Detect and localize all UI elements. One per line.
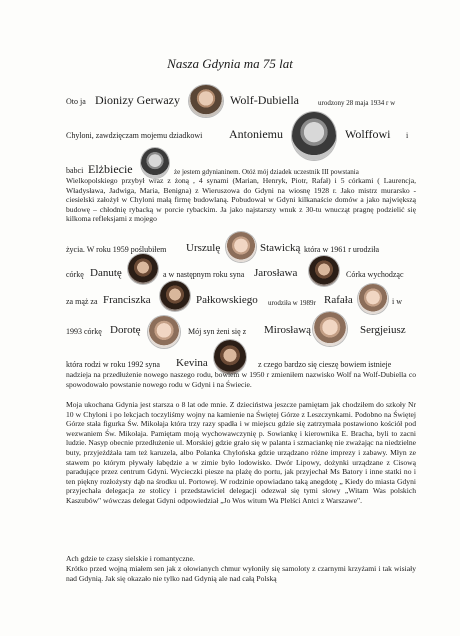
- line6-tail: i w: [392, 297, 402, 306]
- line6-name-palkowskiego: Pałkowskiego: [196, 294, 258, 306]
- line2-name-wolffowi: Wolffowi: [345, 127, 391, 141]
- line6-middle: urodziła w 1989r: [268, 299, 316, 307]
- line7-middle: Mój syn żeni się z: [188, 327, 247, 336]
- photo-elzbieta: [141, 148, 169, 178]
- line5-name-danute: Danutę: [90, 267, 122, 279]
- photo-antoni: [292, 112, 336, 160]
- photo-kevin: [214, 340, 246, 374]
- photo-danuta: [128, 254, 158, 284]
- paragraph-new-family-name: nadzieja na przedłużenie nowego naszego rodu, bowiem w 1950 r zmieniłem nazwisko Wolf na Wolf-Dubiella co spowodowało powstanie nowego rodu w Gdyni i na Świecie.: [66, 370, 416, 389]
- line7-name-dorote: Dorotę: [110, 324, 141, 336]
- line2-tail: i: [406, 131, 409, 140]
- paragraph-childhood-memories: Moja ukochana Gdynia jest starsza o 8 lat ode mnie. Z dzieciństwa jeszcze pamiętam jak chodziłem do szkoły Nr 10 w Chyloni i po lekcjach toczyliśmy wojny na kamienie na Świętej Górze z Leszczynkami. Podobno na Świętej Górze stała figurka Św. Mikołaja która trzy razy spadła i w miejscu gdzie się zatrzymała postawiono kościół pod wezwaniem Św. Mikołaja. Pamiętam moją wychowawczynię p. Sowiankę i kierownika E. Bracha, byli to zacni ludzie. Nasyp obecnie przedłużenie ul. Morskiej gdzie grało się w palanta i szmaciankę nie zważając na niedzielne buty, przyjeżdżała tam też karuzela, albo Polanka Chylońska gdzie urządzano różne imprezy i zabawy. Młyn ze stawem po którym pływały łabędzie a w zimie było lodowisko. Dwór Lipowy, dożynki urządzane z Cisową paradujące przez centrum Gdyni. Wycieczki piesze na plażę do portu, jak przyjechał Ms Batory i inne statki no i ten piękny rozłożysty dąb na środku ul. Portowej. W rodzinie opowiadano taką anegdotę „ Kiedy do miasta Gdyni przyjechała delegacja ze stolicy i przedstawiciel delegacji odezwał się tymi słowy „Witam Was polskich Kaszubów" wówczas delegat Gdyni odpowiedział „Jo Wos witum Wa Plelści Antci z Warszawe".: [66, 400, 416, 505]
- photo-jaroslaw: [309, 256, 339, 286]
- line7-intro: 1993 córkę: [66, 327, 102, 336]
- line1-name-dionizy: Dionizy Gerwazy: [95, 93, 180, 107]
- line3-tail: że jestem gdynianinem. Otóż mój dziadek uczestnik III powstania: [174, 168, 359, 176]
- line4-name-stawicka: Stawicką: [260, 242, 301, 254]
- line6-name-franciszka: Franciszka: [103, 294, 151, 306]
- line6-name-rafala: Rafała: [324, 294, 353, 306]
- paragraph-war-dream: Krótko przed wojną miałem sen jak z ołowianych chmur wyłoniły się samoloty z czarnymi krzyżami i tak wisiały nad Gdynią. Jak się okazało nie tylko nad Gdynią ale nad całą Polską: [66, 564, 416, 583]
- line8-tail: z czego bardzo się cieszę bowiem istnieje: [258, 360, 392, 369]
- line2-intro: Chyloni, zawdzięczam mojemu dziadkowi: [66, 131, 203, 140]
- line8-name-kevina: Kevina: [176, 357, 208, 369]
- line5-name-jaroslawa: Jarosława: [254, 267, 298, 279]
- photo-urszula: [226, 232, 256, 262]
- line3-name-elzbiecie: Elżbiecie: [88, 162, 133, 176]
- photo-miroslawa: [313, 312, 347, 346]
- paragraph-nostalgia: Ach gdzie te czasy sielskie i romantyczne.: [66, 554, 195, 563]
- line1-tail: urodzony 28 maja 1934 r w: [318, 99, 396, 107]
- line8-intro: która rodzi w roku 1992 syna: [66, 360, 160, 369]
- line4-intro: życia. W roku 1959 poślubiłem: [66, 245, 167, 254]
- paragraph-family-history: Wielkopolskiego przybył wraz z żoną , 4 synami (Marian, Henryk, Piotr, Rafał) i 5 córkami ( Laurencja, Władysława, Jadwiga, Maria, Benigna) z Wieruszowa do Gdyni na wiosnę 1928 r. Jako mistrz murarsko - ciesielski założył w Chyloni małą firmę budowlaną. Pobudował w Gdyni kilkanaście domów a jako największą budowę – chłodnię rybacką w porcie rybackim. Ja jako najstarszy wnuk z 30-tu wnucząt pragnę podzielić się kilkoma refleksjami z mojego: [66, 176, 416, 224]
- photo-franciszek: [160, 281, 190, 311]
- line1-intro: Oto ja: [66, 97, 86, 106]
- line6-intro: za mąż za: [66, 297, 98, 306]
- photo-rafal: [358, 284, 388, 314]
- line2-name-antoniemu: Antoniemu: [229, 127, 283, 141]
- document-title: Nasza Gdynia ma 75 lat: [167, 56, 293, 71]
- photo-dionizy: [189, 85, 223, 117]
- line7-name-miroslawa: Mirosławą: [264, 324, 312, 336]
- line5-intro: córkę: [66, 270, 84, 279]
- photo-dorota: [148, 316, 180, 348]
- line3-intro: babci: [66, 166, 84, 175]
- line7-name-sergjeiusz: Sergjeiusz: [360, 324, 406, 336]
- line1-name-wolf-dubiella: Wolf-Dubiella: [230, 93, 300, 107]
- line4-name-urszule: Urszulę: [186, 242, 221, 254]
- line5-tail: Córka wychodząc: [346, 270, 404, 279]
- line5-middle: a w następnym roku syna: [163, 270, 245, 279]
- line4-tail: która w 1961 r urodziła: [304, 245, 380, 254]
